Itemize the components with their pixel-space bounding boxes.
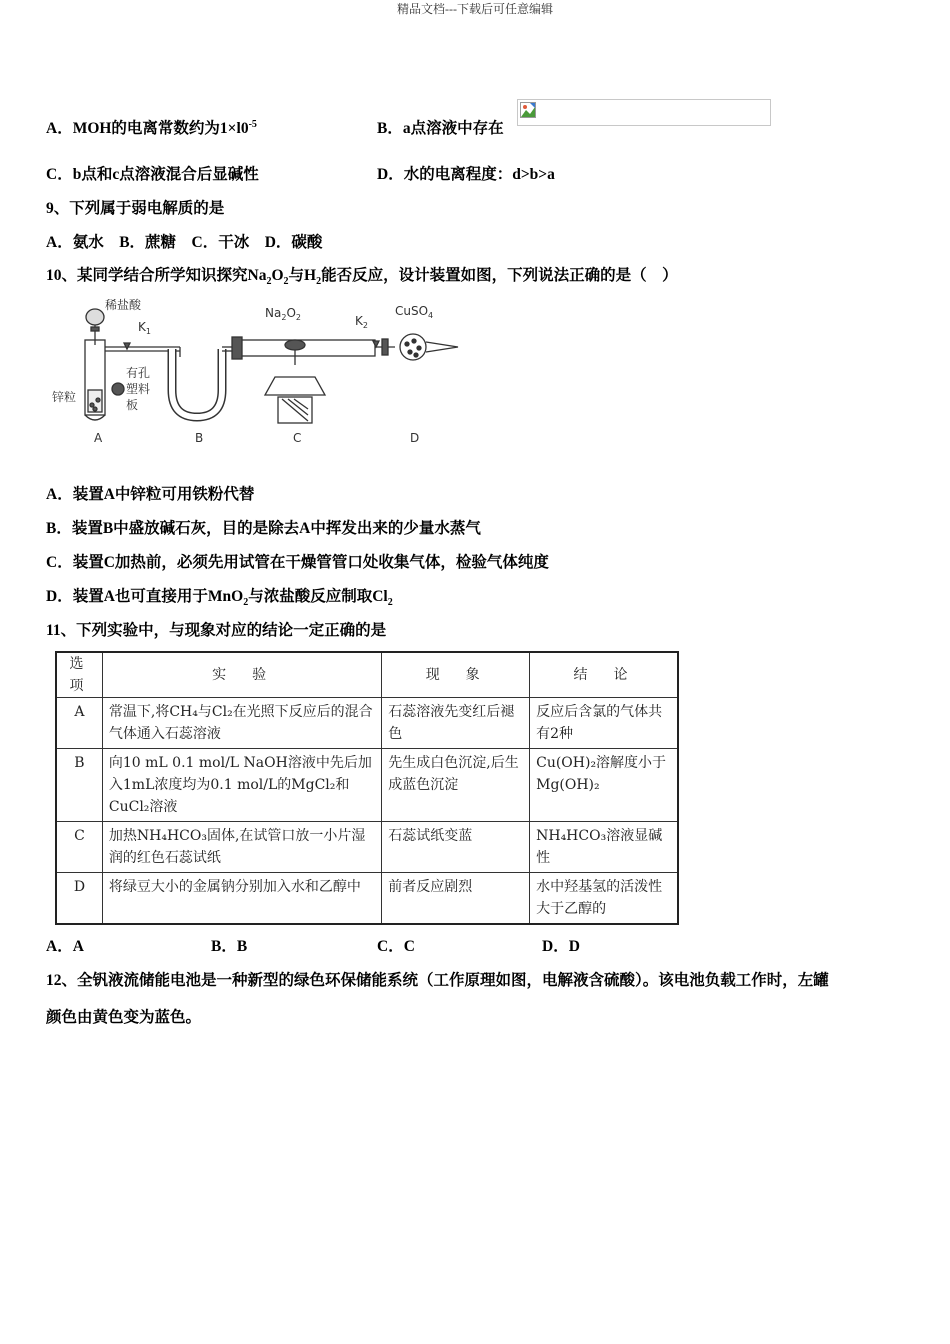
label-na2o2-part: O xyxy=(286,306,296,320)
label-apparatus-c: C xyxy=(293,431,302,445)
label-plate-2: 塑料 xyxy=(126,382,151,396)
label-cuso4-text: CuSO xyxy=(395,304,429,318)
label-k2-text: K xyxy=(355,314,363,328)
table-cell-option: C xyxy=(56,822,102,873)
table-header-cell: 选项 xyxy=(56,652,102,698)
table-cell-experiment: 加热NH₄HCO₃固体,在试管口放一小片湿润的红色石蕊试纸 xyxy=(102,822,381,873)
label-k1 xyxy=(138,320,151,336)
q10-option-d-part: 与浓盐酸反应制取Cl xyxy=(248,588,388,605)
q10-option-d-sub: 2 xyxy=(243,597,249,609)
label-na2o2-sub: 2 xyxy=(281,313,287,322)
q8-option-d: D．水的电离程度：d>b>a xyxy=(377,166,555,183)
q8-option-a xyxy=(46,116,257,138)
table-cell-phenomenon: 先生成白色沉淀,后生成蓝色沉淀 xyxy=(382,749,530,822)
table-cell-conclusion: NH₄HCO₃溶液显碱性 xyxy=(530,822,678,873)
label-plate-3: 板 xyxy=(126,398,139,412)
table-cell-option: B xyxy=(56,749,102,822)
label-k2 xyxy=(355,314,368,330)
q12-line-1: 12、全钒液流储能电池是一种新型的绿色环保储能系统（工作原理如图，电解液含硫酸）。该电池负载工作时，左罐 xyxy=(46,972,829,989)
table-cell-phenomenon: 前者反应剧烈 xyxy=(382,873,530,925)
label-na2o2-part: Na xyxy=(265,306,282,320)
q9-options: A．氨水 B．蔗糖 C．干冰 D．碳酸 xyxy=(46,234,323,251)
q8-option-a-exponent: -5 xyxy=(248,118,257,130)
table-header-row xyxy=(56,652,678,698)
label-hcl: 稀盐酸 xyxy=(105,298,142,312)
q10-option-a: A．装置A中锌粒可用铁粉代替 xyxy=(46,486,255,503)
q10-stem-part: 能否反应，设计装置如图，下列说法正确的是（ ） xyxy=(321,267,678,284)
apparatus-diagram xyxy=(50,295,470,455)
label-zinc: 锌粒 xyxy=(52,390,77,404)
label-k1-sub: 1 xyxy=(145,327,151,336)
label-apparatus-d: D xyxy=(410,431,420,445)
q11-option-b: B．B xyxy=(211,938,248,955)
q11-option-c: C．C xyxy=(377,938,415,955)
table-row xyxy=(56,749,678,822)
table-cell-conclusion: 水中羟基氢的活泼性大于乙醇的 xyxy=(530,873,678,925)
label-na2o2 xyxy=(265,306,301,322)
q8-option-a-text: A．MOH的电离常数约为1×l0 xyxy=(46,120,249,137)
q10-option-d xyxy=(46,584,393,608)
label-na2o2-sub: 2 xyxy=(295,313,301,322)
q10-option-c: C．装置C加热前，必须先用试管在干燥管管口处收集气体，检验气体纯度 xyxy=(46,554,549,571)
table-cell-option: A xyxy=(56,698,102,749)
q10-option-b: B．装置B中盛放碱石灰，目的是除去A中挥发出来的少量水蒸气 xyxy=(46,520,481,537)
formula-image-placeholder xyxy=(517,99,771,126)
q10-stem-part: O xyxy=(271,267,284,284)
q10-stem-sub: 2 xyxy=(316,276,322,288)
label-k2-sub: 2 xyxy=(362,321,368,330)
q11-option-d: D．D xyxy=(542,938,580,955)
q10-stem-sub: 2 xyxy=(266,276,272,288)
q10-stem xyxy=(46,263,678,287)
q10-option-d-part: D．装置A也可直接用于MnO xyxy=(46,588,244,605)
table-cell-conclusion: Cu(OH)₂溶解度小于Mg(OH)₂ xyxy=(530,749,678,822)
table-row xyxy=(56,822,678,873)
q11-option-a: A．A xyxy=(46,938,84,955)
table-cell-conclusion: 反应后含氯的气体共有2种 xyxy=(530,698,678,749)
broken-image-icon xyxy=(520,102,536,118)
page-header: 精品文档---下载后可任意编辑 xyxy=(397,2,553,16)
table-row xyxy=(56,698,678,749)
q10-stem-part: 与H xyxy=(288,267,317,284)
label-apparatus-b: B xyxy=(195,431,204,445)
label-cuso4 xyxy=(395,304,433,320)
label-cuso4-sub: 4 xyxy=(428,311,434,320)
table-header-cell: 现 象 xyxy=(382,652,530,698)
label-apparatus-a: A xyxy=(94,431,103,445)
q10-stem-sub: 2 xyxy=(283,276,289,288)
q8-option-b: B．a点溶液中存在 xyxy=(377,120,504,137)
q11-stem: 11、下列实验中，与现象对应的结论一定正确的是 xyxy=(46,622,387,639)
q9-stem: 9、下列属于弱电解质的是 xyxy=(46,200,225,217)
table-cell-option: D xyxy=(56,873,102,925)
experiment-table xyxy=(55,651,679,925)
table-header-cell: 结 论 xyxy=(530,652,678,698)
apparatus-c xyxy=(232,337,375,423)
table-cell-experiment: 向10 mL 0.1 mol/L NaOH溶液中先后加入1mL浓度均为0.1 mol/L的MgCl₂和CuCl₂溶液 xyxy=(102,749,381,822)
label-plate-1: 有孔 xyxy=(126,366,151,380)
table-cell-experiment: 常温下,将CH₄与Cl₂在光照下反应后的混合气体通入石蕊溶液 xyxy=(102,698,381,749)
q8-option-c: C．b点和c点溶液混合后显碱性 xyxy=(46,166,259,183)
q10-stem-part: 10、某同学结合所学知识探究Na xyxy=(46,267,267,284)
apparatus-d xyxy=(373,334,458,360)
q10-option-d-sub: 2 xyxy=(387,597,393,609)
table-header-cell: 实 验 xyxy=(102,652,381,698)
table-row xyxy=(56,873,678,925)
apparatus-b xyxy=(172,347,235,417)
q12-line-2: 颜色由黄色变为蓝色。 xyxy=(46,1009,202,1026)
label-k1-text: K xyxy=(138,320,146,334)
table-cell-phenomenon: 石蕊试纸变蓝 xyxy=(382,822,530,873)
table-cell-phenomenon: 石蕊溶液先变红后褪色 xyxy=(382,698,530,749)
table-cell-experiment: 将绿豆大小的金属钠分别加入水和乙醇中 xyxy=(102,873,381,925)
